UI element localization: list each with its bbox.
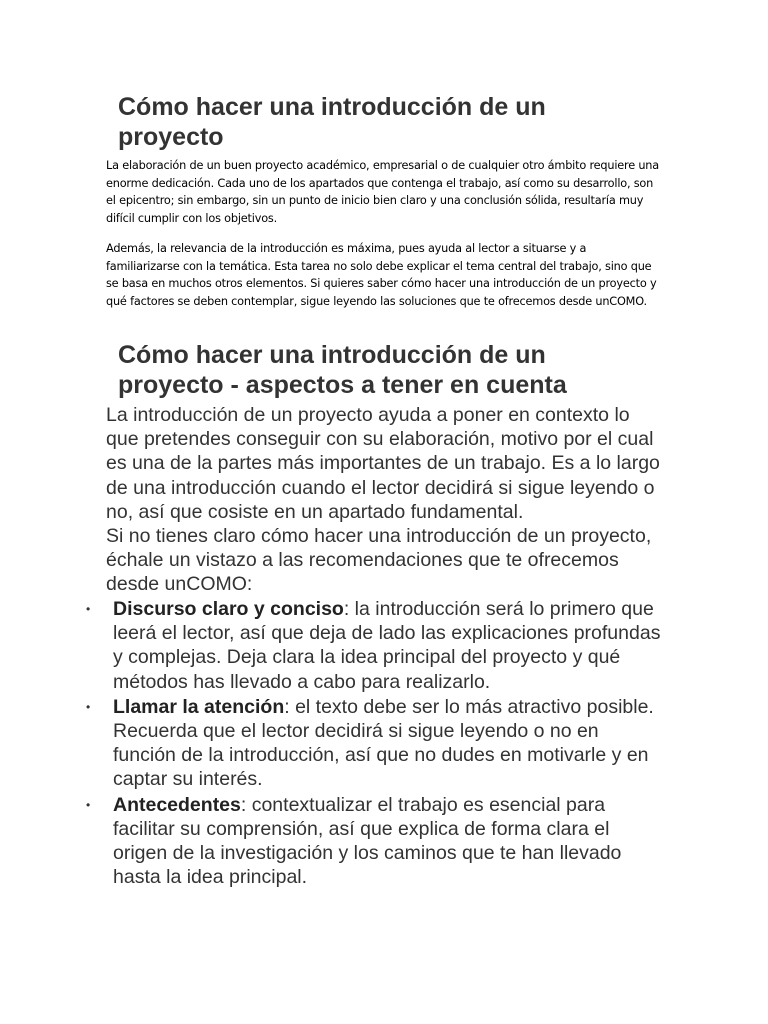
list-item-term: Antecedentes xyxy=(113,793,241,816)
bullet-icon: • xyxy=(86,699,91,714)
intro-paragraph-1: La elaboración de un buen proyecto académico, empresarial o de cualquier otro ámbito requiere una enorme dedicación. Cada uno de los apartados que contenga el trabajo, así como su desarrollo, son el epicentro; sin embargo, sin un punto de inicio bien claro y una conclusión sólida, resultaría muy difícil cumplir con los objetivos. xyxy=(106,159,659,225)
recommendations-list xyxy=(86,597,666,890)
bullet-icon: • xyxy=(86,602,91,616)
list-item xyxy=(86,597,666,694)
list-item-text: : el texto debe ser lo más atractivo posible. Recuerda que el lector decidirá si sigue leyendo o no en función de la introducción, así que no dudes en motivarle y en captar su interés. xyxy=(113,695,654,791)
list-item-text: : la introducción será lo primero que leerá el lector, así que deja de lado las explicaciones profundas y complejas. Deja clara la idea principal del proyecto y qué métodos has llevado a cabo para realizarlo. xyxy=(113,598,661,693)
list-item-term: Llamar la atención xyxy=(113,695,285,718)
list-item xyxy=(86,695,666,792)
body-paragraph-2: Si no tienes claro cómo hacer una introducción de un proyecto, échale un vistazo a las recomendaciones que te ofrecemos desde unCOMO: xyxy=(106,525,652,596)
page-title: Cómo hacer una introducción de un proyecto xyxy=(118,93,546,151)
list-item-term: Discurso claro y conciso xyxy=(113,598,344,620)
body-paragraph-1: La introducción de un proyecto ayuda a poner en contexto lo que pretendes conseguir con su elaboración, motivo por el cual es una de la partes más importantes de un trabajo. Es a lo largo de una introducción cuando el lector decidirá si sigue leyendo o no, así que cosiste en un apartado fundamental. xyxy=(106,404,660,523)
list-item xyxy=(86,793,666,890)
intro-paragraph-2: Además, la relevancia de la introducción es máxima, pues ayuda al lector a situarse y a familiarizarse con la temática. Esta tarea no solo debe explicar el tema central del trabajo, sino que se basa en muchos otros elementos. Si quieres saber cómo hacer una introducción de un proyecto y qué factores se deben contemplar, sigue leyendo las soluciones que te ofrecemos desde unCOMO. xyxy=(106,242,657,308)
list-item-text: : contextualizar el trabajo es esencial para facilitar su comprensión, así que explica de forma clara el origen de la investigación y los caminos que te han llevado hasta la idea principal. xyxy=(113,793,622,889)
bullet-icon: • xyxy=(86,797,91,812)
section-heading: Cómo hacer una introducción de un proyecto - aspectos a tener en cuenta xyxy=(118,341,567,399)
